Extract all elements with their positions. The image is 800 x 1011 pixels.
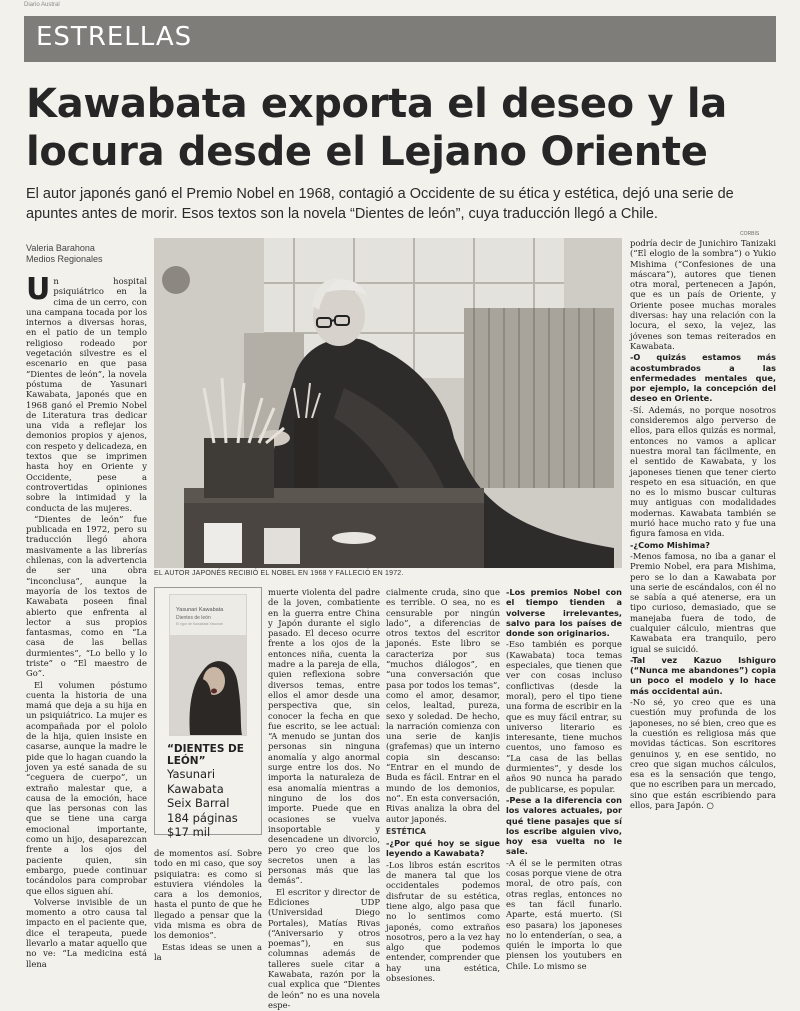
c2-paragraph-2: Estas ideas se unen a la [154, 941, 262, 962]
column-1 [26, 272, 147, 970]
c5-answer-1: -Eso también es porque (Kawabata) toca temas especiales, que tienen que ver con cosas incluso conflictivas (desde la moral), pero el tipo tiene una forma de escribir en la que es muy fácil entrar, su universo literario es interesante, tiene muchos cuentos, uno famoso es “La casa de las bellas durmientes”, y desde los años 90 nunca ha parado de publicarse, es popular. [506, 639, 622, 794]
drop-cap: U [26, 272, 51, 307]
book-publisher: Seix Barral [167, 796, 230, 810]
book-price: $17 mil [167, 825, 211, 839]
headline: Kawabata exporta el deseo y la locura desde el Lejano Oriente [26, 81, 727, 175]
column-5 [506, 587, 622, 972]
column-2-bottom [154, 848, 262, 963]
byline-agency: Medios Regionales [26, 254, 103, 264]
c5-answer-2: -A él se le permiten otras cosas porque viene de otra moral, de otro país, con otras reglas, entonces no es tan fácil funarlo. Aparte, está muerto. (Si eso pasara) los japoneses no lo entenderían, o sea, a quién le importa lo que piensen los youtubers en Chile. Lo mismo se [506, 857, 622, 971]
photo-illustration [154, 238, 622, 568]
book-info-box [154, 587, 262, 839]
c3-paragraph-1: muerte violenta del padre de la joven, combatiente en la guerra entre China y Japón durante el siglo pasado. El deceso ocurre frente a los ojos de la entonces niña, cuenta la madre a la pareja de ella, quien reflexiona sobre diversos temas, entre ellos el amor desde una perspectiva que, sin conocer la fecha en que fue escrito, se lee actual: “A menudo se juntan dos personas sin ninguna anomalía y algo anormal surge entre los dos. No importa la naturaleza de esa anomalía mientras a ninguno de los dos importe. Puede que en ocasiones se vuelva insoportable y desencadene un divorcio, pero yo creo que los secretos unen a las personas más que las demás”. [268, 587, 380, 886]
column-3 [268, 587, 380, 1011]
c2-paragraph-1: de momentos así. Sobre todo en mi caso, que soy psiquiatra: es como si estuviera viéndoles la cara a los demonios, hasta el punto de que he llegado a pensar que la vida misma es obra de los demonios”. [154, 848, 262, 941]
c1-paragraph-1: n hospital psiquiátrico en la cima de un cerro, con una campana tocada por los internos a diversas horas, en el patio de un templo religioso rodeado por vegetación silvestre es el escenario en que pasa “Dientes de león”, la novela póstuma de Yasunari Kawabata, japonés que en 1968 ganó el Premio Nobel de Literatura tras dedicar una vida a reflejar los demonios propios y ajenos, con respeto y delicadeza, en textos que se imprimen hasta hoy en Oriente y Occidente, pese a controvertidas opiniones sobre la intimidad y la conducta de las mujeres. [26, 276, 147, 513]
byline [26, 243, 103, 265]
book-cover-subtitle: El rigor de Kawabata Yasunari [176, 622, 223, 626]
c1-paragraph-4: Volverse invisible de un momento a otro causa tal impacto en el paciente que, dice el terapeuta, puede llevarlo a matar aquello que no ve: “La medicina está llena [26, 896, 147, 969]
c4-paragraph-1: cialmente cruda, sino que es terrible. O sea, no es censurable por ningún lado”, a diferencias de otros textos del escritor japonés. Este libro se caracteriza por sus “muchos diálogos”, en “una conversación que pasa por todos los temas”, como el amor, desamor, celos, lealtad, pureza, sexo y soledad. De hecho, la narración comienza con una serie de kanjis (grafemas) que un interno copia sin descanso: “Entrar en el mundo de Buda es fácil. Entrar en el mundo de los demonios, no”. En esta conversación, Rivas analiza la obra del autor japonés. [386, 587, 500, 824]
book-pages: 184 páginas [167, 810, 238, 825]
masthead-small: Diario Austral [24, 2, 60, 8]
c1-paragraph-3: El volumen póstumo cuenta la historia de una mamá que deja a su hija en un psiquiátrico. La mujer es acompañada por el pololo de la hija, quien insiste en casarse, aunque la madre le pide que lo hagan cuando la joven ya esté sanada de su “ceguera de cuerpo”, un extraño malestar que, a causa de la emoción, hace que las personas con las que se tiene una carga emocional importante, como un hijo, desaparezcan frente a los ojos del paciente quien, sin embargo, puede continuar tocándolos para comprobar que ellos siguen ahí. [26, 679, 147, 896]
c6-answer-0: podría decir de Junichiro Tanizaki (“El elogio de la sombra”) o Yukio Mishima (“Confesiones de una máscara”), autores que tienen otra moral, pertenecen a Japón, que es un país de Oriente, y Oriente posee muchas morales diversas: hay una relación con la locura, el sexo, la vejez, las jóvenes son temas reiterados en Kawabata. [630, 238, 776, 351]
book-cover-author: Yasunari Kawabata [176, 607, 224, 613]
deck: El autor japonés ganó el Premio Nobel en 1968, contagió a Occidente de su ética y estética, dejó una serie de apuntes antes de morir. Esos textos son la novela “Dientes de león”, cuya traducción llegó a Chile. [26, 186, 734, 222]
book-title-line-1: “DIENTES DE [167, 743, 244, 755]
book-title-line-2: LEÓN” [167, 755, 206, 767]
byline-author: Valeria Barahona [26, 243, 95, 253]
book-cover-title: Dientes de león [176, 615, 211, 621]
book-cover [169, 594, 247, 736]
book-cover-image [170, 635, 246, 735]
c5-question-2: -Pese a la diferencia con los valores actuales, por qué tiene pasajes que sí los escribe alguien vivo, hoy esa vuelta no le sale. [506, 794, 622, 857]
section-header [24, 16, 776, 62]
c6-question-2: -¿Como Mishima? [630, 539, 711, 550]
page-top-strip [0, 0, 800, 12]
c4-answer-1: -Los libros están escritos de manera tal que los occidentales podemos disfrutar de su estética, tiene algo, algo pasa que no lo sentimos como japonés, como extraños nosotros, pero a la vez hay algo que podemos entender, comprender que hay una estética, obsesiones. [386, 859, 500, 983]
c4-question-1: -¿Por qué hoy se sigue leyendo a Kawabata? [386, 838, 500, 859]
c6-answer-1: -Sí. Además, no porque nosotros consideremos algo perverso de ellos, para ellos quizás es normal, entonces no vamos a aplicar nuestra moral tan fácilmente, en el sentido de Kawabata, y los japoneses tienen que tener cierto respeto en esa situación, en que no es lo mismo buscar culturas muy antiguas con modalidades modernas. Kawabata también se murió hace mucho rato y fue una figura famosa en vida. [630, 404, 776, 539]
column-6 [630, 238, 776, 811]
photo-credit: CORBIS [740, 231, 760, 237]
c6-question-3: -Tal vez Kazuo Ishiguro (“Nunca me abandones”) copia un poco el modelo y lo hace más occidental aún. [630, 654, 776, 696]
kawabata-photo [154, 238, 622, 568]
section-title: ESTRELLAS [36, 22, 193, 52]
book-author-line-2: Kawabata [167, 781, 224, 796]
book-author-line-1: Yasunari [167, 767, 216, 781]
c3-paragraph-2: El escritor y director de Ediciones UDP (Universidad Diego Portales), Matías Rivas (“Aniversario y otros poemas”), en sus columnas además de talleres suele citar a Kawabata, razón por la cual explica que “Dientes de león” no es una novela espe- [268, 886, 380, 1010]
c5-question-1: -Los premios Nobel con el tiempo tienden a volverse irrelevantes, salvo para los países de donde son originarios. [506, 587, 622, 639]
c6-question-1: -O quizás estamos más acostumbrados a las enfermedades mentales que, por ejemplo, la concepción del deseo en Oriente. [630, 352, 776, 404]
book-details [167, 743, 244, 840]
column-4 [386, 587, 500, 984]
c4-subhead: ESTÉTICA [386, 826, 426, 836]
photo-caption: EL AUTOR JAPONÉS RECIBIÓ EL NOBEL EN 1968 Y FALLECIÓ EN 1972. [154, 570, 404, 577]
c1-paragraph-2: “Dientes de león” fue publicada en 1972, pero su traducción llegó ahora masivamente a las librerías chilenas, con la advertencia de ser una obra “inconclusa”, aunque la mayoría de los textos de Kawabata poseen final abierto que enfrenta al lector a sus propios fantasmas, como en “La casa de las bellas durmientes”, “Lo bello y lo triste” o “El maestro de Go”. [26, 513, 147, 679]
c6-answer-3: -No sé, yo creo que es una cuestión muy profunda de los japoneses, no sé bien, creo que es la cuestión es religiosa más que movidas tácticas. Son escritores genuinos y, en ese sentido, no creo que sigan muchos cálculos, esa es la sensación que tengo, que no escriben para un mercado, sino que están escribiendo para ellos, para Japón. ○ [630, 697, 776, 811]
c6-answer-2: -Menos famosa, no iba a ganar el Premio Nobel, era para Mishima, pero se lo dan a Kawabata por una serie de escándalos, con él no se sabía a qué atenerse, era un tipo curioso, demasiado, que se manejaba fuera de todo, de cualquier cálculo, mientras que Kawabata era tranquilo, pero igual se suicidó. [630, 550, 776, 654]
